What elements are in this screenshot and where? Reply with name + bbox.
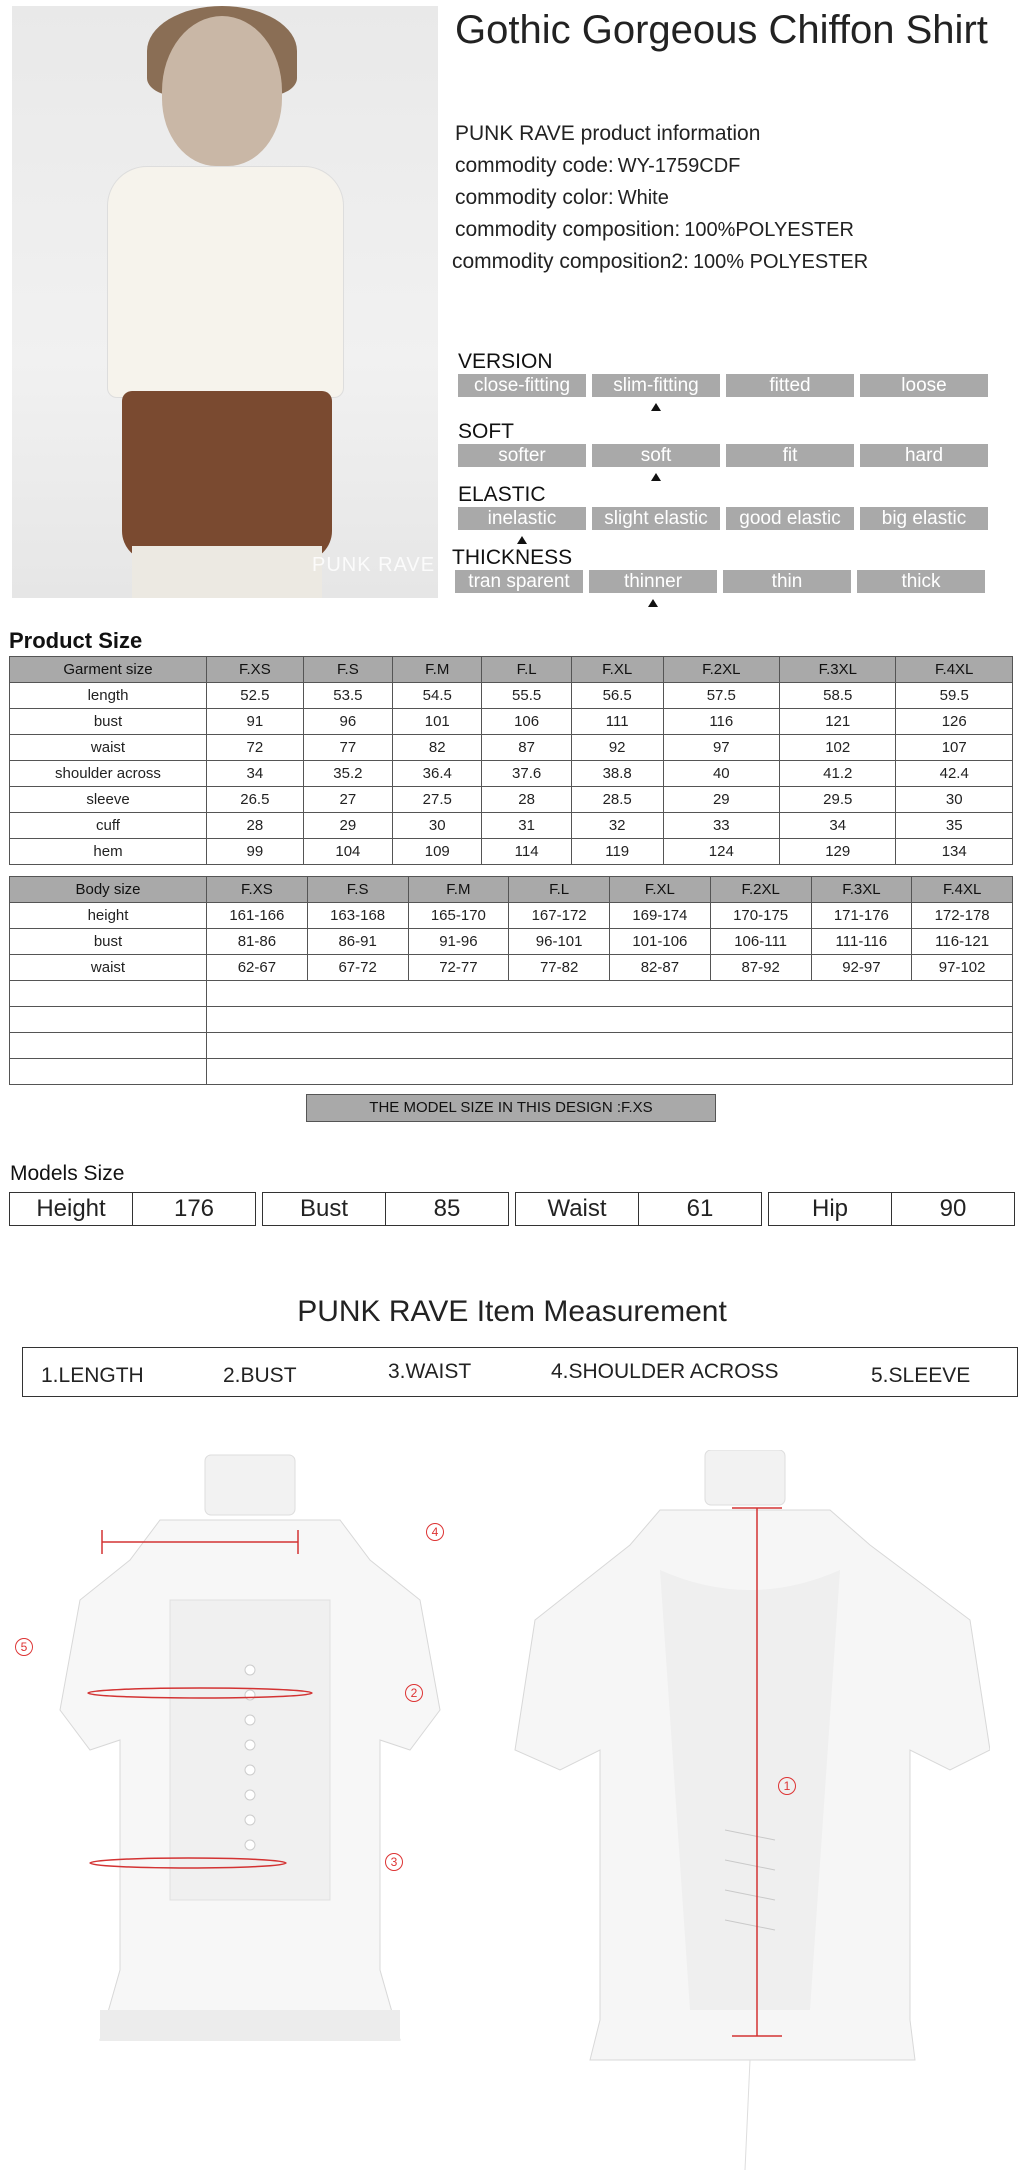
- table-cell: bust: [10, 709, 207, 735]
- table-cell: 172-178: [912, 903, 1013, 929]
- table-cell: [207, 1007, 1013, 1033]
- marker-1-badge: 1: [778, 1777, 796, 1795]
- table-cell: [207, 1033, 1013, 1059]
- models-size-bust: [262, 1192, 509, 1226]
- table-row: [10, 813, 1013, 839]
- attr-option: big elastic: [860, 507, 988, 530]
- info-label: commodity code:: [455, 154, 614, 177]
- table-cell: 102: [780, 735, 896, 761]
- table-cell: 165-170: [408, 903, 509, 929]
- table-cell: 87-92: [710, 955, 811, 981]
- table-cell: 41.2: [780, 761, 896, 787]
- attr-option: [589, 570, 717, 593]
- table-cell: 59.5: [896, 683, 1013, 709]
- table-header-cell: F.XS: [207, 877, 308, 903]
- table-cell: 124: [663, 839, 779, 865]
- table-cell: 99: [207, 839, 304, 865]
- table-header-cell: F.3XL: [780, 657, 896, 683]
- table-cell: 62-67: [207, 955, 308, 981]
- attr-bar-version: [458, 374, 988, 397]
- measurement-item-shoulder: 4.SHOULDER ACROSS: [551, 1360, 779, 1383]
- table-cell: 67-72: [307, 955, 408, 981]
- table-cell: 54.5: [393, 683, 482, 709]
- table-header-cell: Body size: [10, 877, 207, 903]
- info-value: 100% POLYESTER: [692, 251, 869, 273]
- models-size-value: 176: [132, 1193, 255, 1225]
- attr-label-elastic: ELASTIC: [458, 483, 546, 506]
- models-size-hip: [768, 1192, 1015, 1226]
- table-cell: 96-101: [509, 929, 610, 955]
- selected-marker-icon: [648, 599, 658, 607]
- table-cell: [10, 1033, 207, 1059]
- garment-front-svg: [40, 1450, 470, 2070]
- table-cell: 29.5: [780, 787, 896, 813]
- table-header-cell: F.M: [393, 657, 482, 683]
- attr-option: [592, 374, 720, 397]
- garment-back-svg: [510, 1450, 990, 2170]
- table-empty-row: [10, 1033, 1013, 1059]
- measurement-item-length: 1.LENGTH: [41, 1364, 144, 1387]
- product-size-title: Product Size: [9, 628, 143, 653]
- table-cell: 92-97: [811, 955, 912, 981]
- table-cell: 30: [896, 787, 1013, 813]
- attr-option: [592, 444, 720, 467]
- attr-bar-thickness: [455, 570, 985, 593]
- table-cell: 170-175: [710, 903, 811, 929]
- table-cell: 55.5: [482, 683, 571, 709]
- table-cell: 36.4: [393, 761, 482, 787]
- table-cell: [10, 1059, 207, 1085]
- attr-label-soft: SOFT: [458, 420, 514, 443]
- table-cell: 77: [303, 735, 392, 761]
- model-skirt: [122, 391, 332, 561]
- info-value: WY-1759CDF: [617, 155, 741, 177]
- table-cell: [207, 1059, 1013, 1085]
- table-row: [10, 787, 1013, 813]
- table-cell: 167-172: [509, 903, 610, 929]
- table-cell: 82-87: [610, 955, 711, 981]
- table-cell: 114: [482, 839, 571, 865]
- photo-watermark: PUNK RAVE: [312, 554, 436, 576]
- info-value: 100%POLYESTER: [684, 219, 854, 241]
- table-header-cell: F.2XL: [663, 657, 779, 683]
- marker-5-badge: 5: [15, 1638, 33, 1656]
- table-cell: 57.5: [663, 683, 779, 709]
- table-cell: 91: [207, 709, 304, 735]
- table-header-row: [10, 657, 1013, 683]
- table-cell: 109: [393, 839, 482, 865]
- models-size-label: Height: [36, 1195, 106, 1222]
- table-header-cell: F.XS: [207, 657, 304, 683]
- attr-option-label: slim-fitting: [613, 375, 699, 396]
- table-cell: 87: [482, 735, 571, 761]
- table-cell: 111-116: [811, 929, 912, 955]
- table-cell: 30: [393, 813, 482, 839]
- product-title: Gothic Gorgeous Chiffon Shirt: [455, 8, 988, 52]
- info-label: commodity composition2:: [452, 250, 689, 273]
- model-size-banner: THE MODEL SIZE IN THIS DESIGN :F.XS: [306, 1094, 716, 1122]
- model-blouse: [107, 166, 344, 398]
- table-cell: 32: [571, 813, 663, 839]
- measurement-item-waist: 3.WAIST: [388, 1360, 472, 1383]
- table-cell: 116: [663, 709, 779, 735]
- table-row: [10, 761, 1013, 787]
- models-size-label: Bust: [299, 1195, 349, 1222]
- attr-option: tran sparent: [455, 570, 583, 593]
- table-cell: 107: [896, 735, 1013, 761]
- table-cell: 28: [482, 787, 571, 813]
- models-size-value: 61: [638, 1193, 761, 1225]
- attr-bar-soft: [458, 444, 988, 467]
- table-header-cell: F.M: [408, 877, 509, 903]
- table-cell: 42.4: [896, 761, 1013, 787]
- measurement-item-sleeve: 5.SLEEVE: [871, 1364, 971, 1387]
- attr-option: good elastic: [726, 507, 854, 530]
- table-cell: 72: [207, 735, 304, 761]
- garment-back-drawing: [510, 1450, 990, 2170]
- table-header-cell: F.3XL: [811, 877, 912, 903]
- marker-3-badge: 3: [385, 1853, 403, 1871]
- table-cell: waist: [10, 955, 207, 981]
- info-value: White: [617, 187, 669, 209]
- table-cell: waist: [10, 735, 207, 761]
- table-empty-row: [10, 1007, 1013, 1033]
- table-cell: 101-106: [610, 929, 711, 955]
- table-cell: 28.5: [571, 787, 663, 813]
- table-header-cell: F.4XL: [912, 877, 1013, 903]
- table-cell: 101: [393, 709, 482, 735]
- attr-option: slight elastic: [592, 507, 720, 530]
- models-size-row: [9, 1192, 1015, 1226]
- attr-option: hard: [860, 444, 988, 467]
- models-size-value: 90: [891, 1193, 1014, 1225]
- table-cell: 27: [303, 787, 392, 813]
- attr-label-version: VERSION: [458, 350, 553, 373]
- table-cell: 38.8: [571, 761, 663, 787]
- table-cell: 34: [207, 761, 304, 787]
- table-cell: 72-77: [408, 955, 509, 981]
- table-cell: 97: [663, 735, 779, 761]
- table-cell: 33: [663, 813, 779, 839]
- table-cell: 28: [207, 813, 304, 839]
- table-cell: 111: [571, 709, 663, 735]
- selected-marker-icon: [651, 403, 661, 411]
- table-cell: 163-168: [307, 903, 408, 929]
- marker-2-badge: 2: [405, 1684, 423, 1702]
- info-row-color: [455, 182, 868, 214]
- measurement-title: PUNK RAVE Item Measurement: [297, 1295, 727, 1328]
- table-header-cell: Garment size: [10, 657, 207, 683]
- table-cell: cuff: [10, 813, 207, 839]
- table-header-row: [10, 877, 1013, 903]
- table-cell: 92: [571, 735, 663, 761]
- product-info: [452, 118, 869, 278]
- table-cell: 27.5: [393, 787, 482, 813]
- table-cell: 82: [393, 735, 482, 761]
- table-header-cell: F.S: [307, 877, 408, 903]
- models-size-height: [9, 1192, 256, 1226]
- models-size-label: Hip: [811, 1195, 848, 1222]
- table-cell: 104: [303, 839, 392, 865]
- product-photo: [12, 6, 438, 598]
- attr-option: loose: [860, 374, 988, 397]
- marker-4-badge: 4: [426, 1523, 444, 1541]
- info-row-composition: [455, 214, 868, 246]
- attr-option: fitted: [726, 374, 854, 397]
- table-cell: 29: [663, 787, 779, 813]
- table-cell: 126: [896, 709, 1013, 735]
- table-row: [10, 903, 1013, 929]
- table-cell: height: [10, 903, 207, 929]
- model-face: [162, 16, 282, 166]
- table-cell: 86-91: [307, 929, 408, 955]
- models-size-waist: [515, 1192, 762, 1226]
- attr-option: thin: [723, 570, 851, 593]
- table-header-cell: F.4XL: [896, 657, 1013, 683]
- info-label: commodity composition:: [455, 218, 681, 241]
- table-cell: length: [10, 683, 207, 709]
- table-cell: 29: [303, 813, 392, 839]
- table-cell: 171-176: [811, 903, 912, 929]
- attr-option: [458, 507, 586, 530]
- table-cell: sleeve: [10, 787, 207, 813]
- table-row: [10, 709, 1013, 735]
- table-header-cell: F.S: [303, 657, 392, 683]
- body-size-table: [9, 876, 1013, 1085]
- table-row: [10, 839, 1013, 865]
- attr-label-thickness: THICKNESS: [452, 546, 573, 569]
- attr-option: close-fitting: [458, 374, 586, 397]
- table-cell: hem: [10, 839, 207, 865]
- table-row: [10, 955, 1013, 981]
- table-cell: bust: [10, 929, 207, 955]
- table-empty-row: [10, 1059, 1013, 1085]
- models-size-title: Models Size: [10, 1162, 125, 1185]
- table-cell: 35.2: [303, 761, 392, 787]
- selected-marker-icon: [517, 536, 527, 544]
- table-cell: 91-96: [408, 929, 509, 955]
- info-label: commodity color:: [455, 186, 614, 209]
- info-row-composition2: [452, 246, 868, 278]
- table-cell: [207, 981, 1013, 1007]
- table-cell: [10, 1007, 207, 1033]
- attr-option-label: thinner: [623, 571, 683, 592]
- table-cell: 56.5: [571, 683, 663, 709]
- attr-option: softer: [458, 444, 586, 467]
- table-cell: 58.5: [780, 683, 896, 709]
- table-cell: [10, 981, 207, 1007]
- attr-option-label: soft: [640, 445, 672, 466]
- table-header-cell: F.L: [509, 877, 610, 903]
- attr-bar-elastic: [458, 507, 988, 530]
- models-size-label: Waist: [547, 1195, 607, 1222]
- table-empty-row: [10, 981, 1013, 1007]
- table-cell: 116-121: [912, 929, 1013, 955]
- table-row: [10, 929, 1013, 955]
- table-header-cell: F.XL: [571, 657, 663, 683]
- table-header-cell: F.L: [482, 657, 571, 683]
- table-cell: 106-111: [710, 929, 811, 955]
- garment-size-table: [9, 656, 1013, 865]
- table-cell: 34: [780, 813, 896, 839]
- table-cell: 97-102: [912, 955, 1013, 981]
- table-cell: 40: [663, 761, 779, 787]
- table-cell: 26.5: [207, 787, 304, 813]
- table-header-cell: F.XL: [610, 877, 711, 903]
- table-cell: 35: [896, 813, 1013, 839]
- table-cell: 53.5: [303, 683, 392, 709]
- selected-marker-icon: [651, 473, 661, 481]
- info-row-code: [455, 150, 868, 182]
- table-cell: 169-174: [610, 903, 711, 929]
- table-cell: 52.5: [207, 683, 304, 709]
- table-cell: 106: [482, 709, 571, 735]
- measurement-legend: [22, 1347, 1018, 1397]
- table-cell: 161-166: [207, 903, 308, 929]
- model-lace-underskirt: [132, 546, 322, 598]
- table-cell: 96: [303, 709, 392, 735]
- models-size-value: 85: [385, 1193, 508, 1225]
- table-cell: 81-86: [207, 929, 308, 955]
- table-cell: 31: [482, 813, 571, 839]
- table-cell: 77-82: [509, 955, 610, 981]
- table-cell: 129: [780, 839, 896, 865]
- attr-option-label: inelastic: [487, 508, 557, 529]
- table-cell: 119: [571, 839, 663, 865]
- attr-option: fit: [726, 444, 854, 467]
- measurement-item-bust: 2.BUST: [223, 1364, 297, 1387]
- attr-option: thick: [857, 570, 985, 593]
- table-cell: 134: [896, 839, 1013, 865]
- table-row: [10, 735, 1013, 761]
- info-heading: PUNK RAVE product information: [455, 122, 761, 145]
- table-header-cell: F.2XL: [710, 877, 811, 903]
- garment-front-drawing: [20, 1450, 470, 2070]
- table-cell: shoulder across: [10, 761, 207, 787]
- table-cell: 121: [780, 709, 896, 735]
- table-row: [10, 683, 1013, 709]
- table-cell: 37.6: [482, 761, 571, 787]
